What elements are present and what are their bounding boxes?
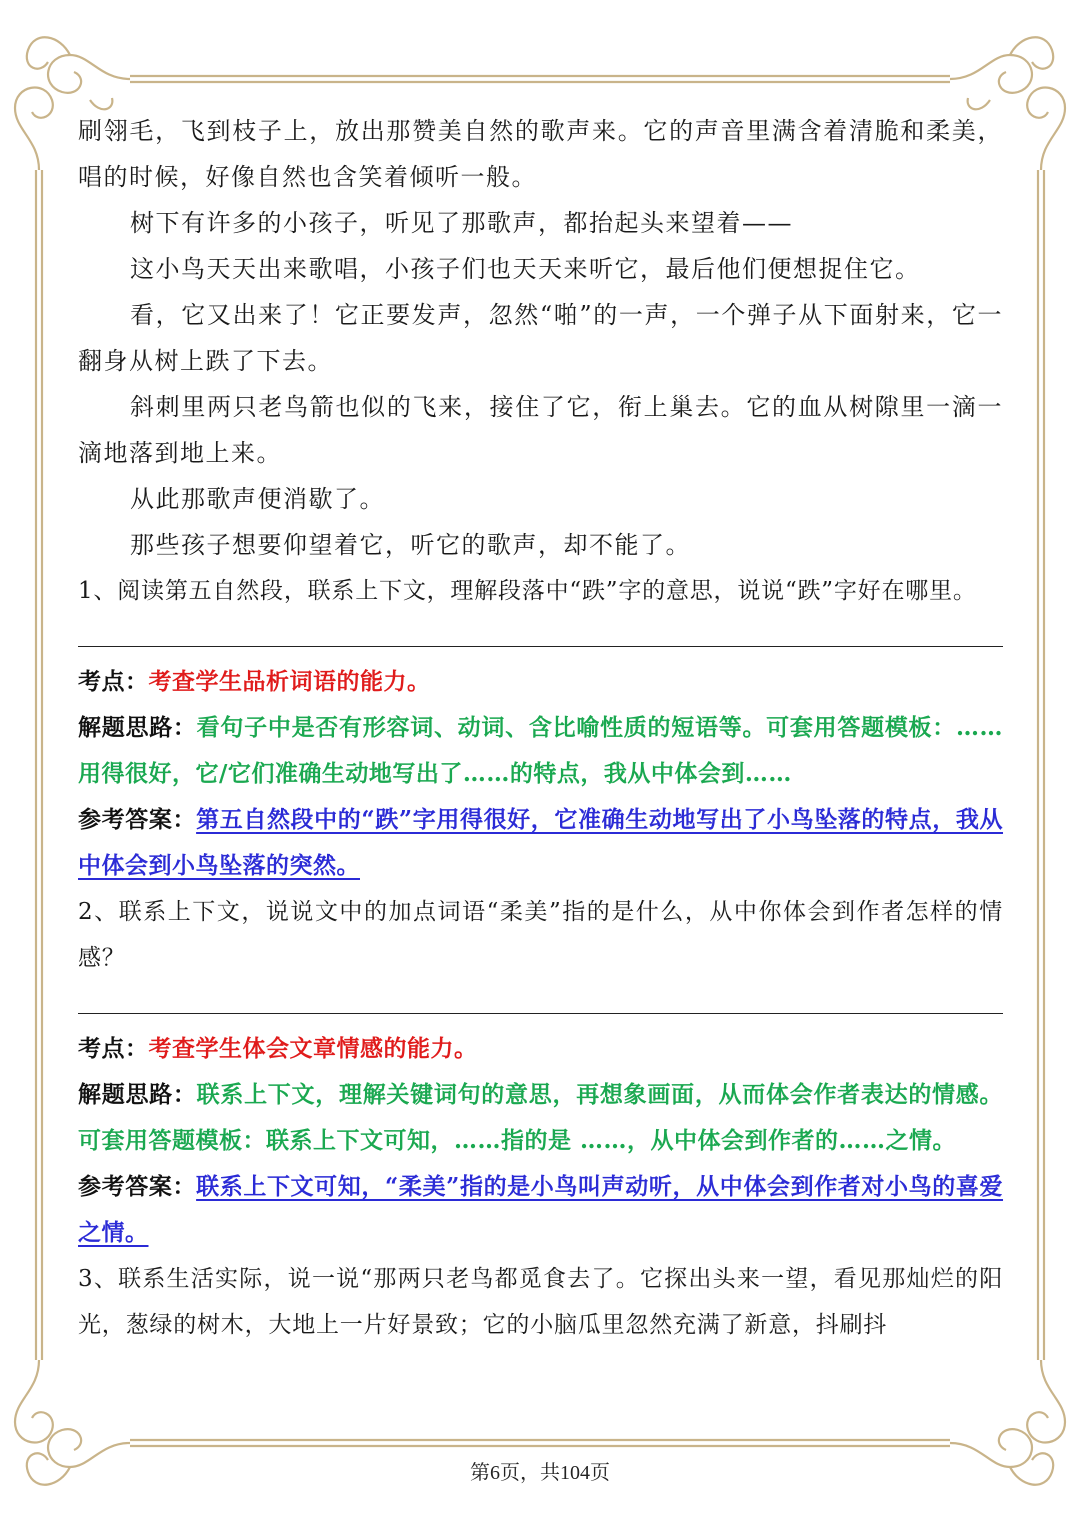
answer-label: 参考答案： [78,1173,197,1200]
kaodian-row [78,1026,1003,1072]
question-3: 3、联系生活实际，说一说“那两只老鸟都觅食去了。它探出头来一望，看见那灿烂的阳光，葱绿的树木，大地上一片好景致；它的小脑瓜里忽然充满了新意，抖刷抖 [78,1266,1003,1338]
passage-paragraph: 从此那歌声便消歇了。 [130,485,385,513]
kaodian-text: 考查学生体会文章情感的能力。 [148,1035,478,1062]
page-content [78,108,1003,1348]
silu-text: 看句子中是否有形容词、动词、含比喻性质的短语等。可套用答题模板：……用得很好，它/它们准确生动地写出了……的特点，我从中体会到…… [78,714,1004,787]
kaodian-row [78,659,1003,705]
answer-text: 联系上下文可知，“柔美”指的是小鸟叫声动听，从中体会到作者对小鸟的喜爱之情。 [78,1173,1004,1246]
page-number: 第6页，共104页 [470,1462,610,1484]
question-2: 2、联系上下文，说说文中的加点词语“柔美”指的是什么，从中你体会到作者怎样的情感？ [78,899,1003,971]
answer-text: 第五自然段中的“跌”字用得很好，它准确生动地写出了小鸟坠落的特点，我从中体会到小鸟坠落的突然。 [78,806,1004,879]
passage-paragraph: 刷翎毛，飞到枝子上，放出那赞美自然的歌声来。它的声音里满含着清脆和柔美，唱的时候，好像自然也含笑着倾听一般。 [78,117,1003,191]
silu-label: 解题思路： [78,714,197,741]
passage-paragraph: 树下有许多的小孩子，听见了那歌声，都抬起头来望着—— [130,209,793,237]
kaodian-label: 考点： [78,668,149,695]
passage-paragraph: 这小鸟天天出来歌唱，小孩子们也天天来听它，最后他们便想捉住它。 [130,255,921,283]
passage-paragraph: 看，它又出来了！它正要发声，忽然“啪”的一声，一个弹子从下面射来，它一翻身从树上跌了下去。 [78,301,1003,375]
passage-paragraph: 那些孩子想要仰望着它，听它的歌声，却不能了。 [130,531,691,559]
question-1: 1、阅读第五自然段，联系上下文，理解段落中“跌”字的意思，说说“跌”字好在哪里。 [78,578,977,604]
answer-row [78,1164,1003,1256]
silu-row [78,1072,1003,1164]
kaodian-label: 考点： [78,1035,149,1062]
silu-text: 联系上下文，理解关键词句的意思，再想象画面，从而体会作者表达的情感。可套用答题模板：联系上下文可知，……指的是 ……，从中体会到作者的……之情。 [78,1081,1004,1154]
answer-row [78,797,1003,889]
answer-label: 参考答案： [78,806,197,833]
silu-row [78,705,1003,797]
silu-label: 解题思路： [78,1081,197,1108]
passage-paragraph: 斜刺里两只老鸟箭也似的飞来，接住了它，衔上巢去。它的血从树隙里一滴一滴地落到地上来。 [78,393,1003,467]
kaodian-text: 考查学生品析词语的能力。 [148,668,431,695]
